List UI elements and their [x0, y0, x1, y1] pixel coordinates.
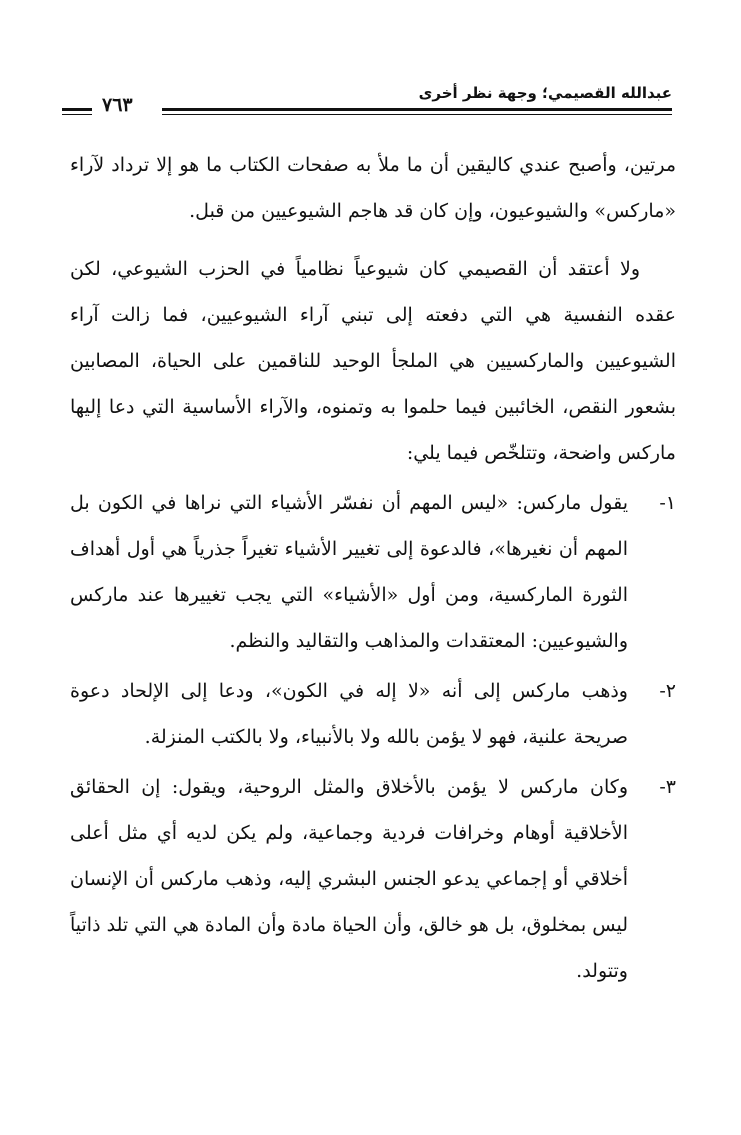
page-number: ٧٦٣: [102, 94, 133, 116]
paragraph-main: ولا أعتقد أن القصيمي كان شيوعياً نظامياً في الحزب الشيوعي، لكن عقده النفسية هي التي دفعته إلى تبني آراء الشيوعيين، فما زالت آراء الشيوعيين والماركسيين هي الملجأ الوحيد للناقمين على الحياة، المصابين بشعور النقص، الخائبين فيما حلموا به وتمنوه، والآراء الأساسية التي دعا إليها ماركس واضحة، وتتلخّص فيما يلي:: [70, 258, 676, 464]
page-body: [70, 142, 676, 994]
list-item: [70, 764, 676, 994]
list-item-text: يقول ماركس: «ليس المهم أن نفسّر الأشياء التي نراها في الكون بل المهم أن نغيرها»، فالدعوة إلى تغيير الأشياء تغيراً جذرياً هي أول أهداف الثورة الماركسية، ومن أول «الأشياء» التي يجب تغييرها عند ماركس والشيوعيين: المعتقدات والمذاهب والتقاليد والنظم.: [70, 492, 628, 652]
header-rule-left: [62, 108, 92, 115]
list-item-number: ٣-: [659, 776, 676, 798]
list-item-text: وكان ماركس لا يؤمن بالأخلاق والمثل الروحية، ويقول: إن الحقائق الأخلاقية أوهام وخرافات فردية وجماعية، ولم يكن لديه أي مثل أعلى أخلاقي أو إجماعي يدعو الجنس البشري إليه، وذهب ماركس أن الإنسان ليس بمخلوق، بل هو خالق، وأن الحياة مادة وأن المادة هي التي تلد ذاتياً وتتولد.: [70, 776, 628, 982]
paragraph-continuation: مرتين، وأصبح عندي كاليقين أن ما ملأ به صفحات الكتاب ما هو إلا ترداد لآراء «ماركس» والشيوعيون، وإن كان قد هاجم الشيوعيين من قبل.: [70, 154, 676, 222]
list-item: [70, 668, 676, 760]
header-title: عبدالله القصيمي؛ وجهة نظر أخرى: [418, 84, 672, 102]
list-item: [70, 480, 676, 664]
list-item-number: ٢-: [659, 680, 676, 702]
running-header: [62, 80, 672, 120]
list-item-number: ١-: [659, 492, 676, 514]
numbered-list: [70, 480, 676, 994]
list-item-text: وذهب ماركس إلى أنه «لا إله في الكون»، ودعا إلى الإلحاد دعوة صريحة علنية، فهو لا يؤمن بالله ولا بالأنبياء، ولا بالكتب المنزلة.: [70, 680, 628, 748]
header-rule: [162, 108, 672, 115]
